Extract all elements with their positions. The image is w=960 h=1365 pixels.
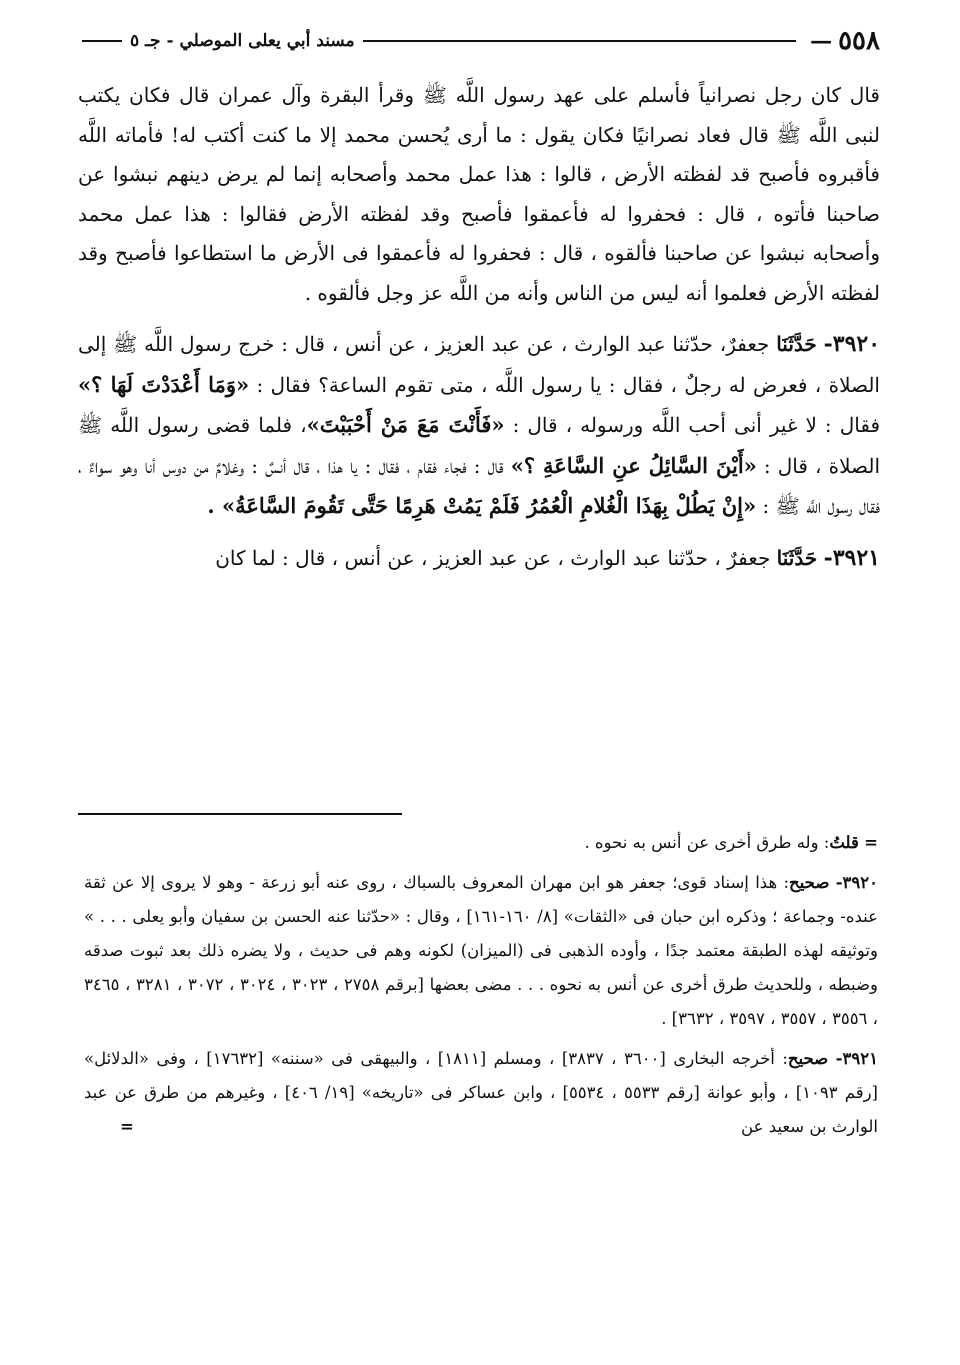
header-rule xyxy=(363,40,796,42)
hadith-text: قال : فجاء فقام ، فقال : يا هذا ، قال أنسٌ : وغلامٌ من دوس أنا وهو سواءٌ ، فقال رسول اللَّه ﷺ : xyxy=(78,453,880,518)
footnote-text: : وله طرق أخرى عن أنس به نحوه . xyxy=(584,833,830,852)
hadith-3921 xyxy=(78,539,880,579)
hadith-number: ٣٩٢٠ xyxy=(832,331,881,357)
header-rule-trailing xyxy=(82,40,122,42)
hadith-text: جعفرٌ، حدّثنا عبد الوارث ، عن عبد العزيز ، عن أنس ، قال : خرج رسول اللَّه ﷺ إلى الصلاة ، فعرض له رجلٌ ، فقال : يا رسول اللَّه ، متى تقوم الساعة؟ فقال : xyxy=(78,332,880,397)
hadith-number: ٣٩٢١ xyxy=(832,544,880,571)
footnote-text: : أخرجه البخارى [٣٦٠٠ ، ٣٨٣٧] ، ومسلم [١٨١١] ، والبيهقى فى «سننه» [١٧٦٣٢] ، وفى «الدلائل» [رقم ١٠٩٣] ، وأبو عوانة [رقم ٥٥٣٣ ، ٥٥٣٤] ، وابن عساكر فى «تاريخه» [١٩/ ٤٠٦] ، وغيرهم من طرق عن عبد الوارث بن سعيد عن xyxy=(84,1049,878,1136)
continuation-sign: = xyxy=(864,833,878,852)
footnote-text: : هذا إسناد قوى؛ جعفر هو ابن مهران المعروف بالسباك ، روى عنه أبو زرعة - وهو لا يروى إلا عن ثقة عنده- وجماعة ؛ وذكره ابن حبان فى «الثقات» [٨/ ١٦٠-١٦١] ، وقال : «حدّثنا عنه الحسن بن سفيان وأبو يعلى . . . » وتوثيقه لهذه الطبقة معتمد جدًا ، وأوده الذهبى فى (الميزان) لكونه وهم فى حديث ، ولا يضره ذلك بعد ثبوت صدقه وضبطه ، وللحديث طرق أخرى عن أنس به نحوه . . . مضى بعضها [برقم ٢٧٥٨ ، ٣٠٢٣ ، ٣٠٢٤ ، ٣٠٧٢ ، ٣٢٨١ ، ٣٤٦٥ ، ٣٥٥٦ ، ٣٥٥٧ ، ٣٥٩٧ ، ٣٦٣٢] . xyxy=(84,873,878,1028)
hadith-dash: - xyxy=(823,544,833,571)
footnote-separator xyxy=(78,813,402,815)
hadith-3920 xyxy=(78,325,880,527)
footnote-grade: صحيح xyxy=(787,1049,829,1068)
running-title: مسند أبي يعلى الموصلي - جـ ٥ xyxy=(130,31,355,51)
footnote-grade: صحيح xyxy=(789,873,830,892)
main-text xyxy=(78,76,880,578)
footnote-3920 xyxy=(84,866,878,1036)
paragraph-continued: قال كان رجل نصرانياً فأسلم على عهد رسول اللَّه ﷺ وقرأ البقرة وآل عمران قال فكان يكتب لنبى اللَّه ﷺ قال فعاد نصرانيًا فكان يقول : ما أرى يُحسن محمد إلا ما كنت أكتب له! فأماته اللَّه فأقبروه فأصبح قد لفظته الأرض ، قالوا : هذا عمل محمد وأصحابه إنما لم يرض دينهم نبشوا عن صاحبنا فأتوه ، قال : فحفروا له فأعمقوا فأصبح وقد لفظته الأرض فقالوا : هذا عمل محمد وأصحابه نبشوا عن صاحبنا فألقوه ، قال : فحفروا له فأعمقوا فى الأرض ما استطاعوا فأصبح وقد لفظته الأرض فعلموا أنه ليس من الناس وأنه من اللَّه عز وجل فألقوه . xyxy=(78,83,880,305)
page-number: ٥٥٨ xyxy=(838,26,880,56)
hadith-text: جعفرٌ ، حدّثنا عبد الوارث ، عن عبد العزيز ، عن أنس ، قال : لما كان xyxy=(215,545,771,570)
footnote-label: قلتُ xyxy=(829,833,859,852)
hadith-dash: - xyxy=(823,331,833,357)
prophetic-quote: «وَمَا أَعْدَدْتَ لَهَا ؟» xyxy=(78,371,250,397)
footnote-3921 xyxy=(84,1042,878,1144)
hadith-opening-word: حَدَّثَنَا xyxy=(776,332,817,356)
footnotes xyxy=(84,826,878,1144)
hadith-text: فقال : لا غير أنى أحب اللَّه ورسوله ، قال : xyxy=(512,413,881,437)
hadith-text: ، فلما قضى رسول اللَّه ﷺ الصلاة ، قال : xyxy=(78,413,880,478)
continuation-sign: = xyxy=(120,1117,134,1136)
prophetic-quote: «أَيْنَ السَّائِلُ عنِ السَّاعَةِ ؟» xyxy=(510,452,757,478)
prophetic-quote: «إِنْ يَطُلْ بِهَذَا الْغُلامِ الْعُمُرُ فَلَمْ يَمُتْ هَرِمًا حَتَّى تَقُومَ السَّاعَةُ» . xyxy=(207,493,757,518)
header-dash: — xyxy=(810,28,833,54)
prophetic-quote: «فَأَنْتَ مَعَ مَنْ أَحْبَبْتَ» xyxy=(306,412,505,437)
footnote-number: ٣٩٢١- xyxy=(835,1049,878,1068)
footnote-number: ٣٩٢٠- xyxy=(835,873,878,892)
footnote-continued xyxy=(84,826,878,860)
running-header xyxy=(74,26,880,56)
hadith-opening-word: حَدَّثَنَا xyxy=(776,545,818,570)
